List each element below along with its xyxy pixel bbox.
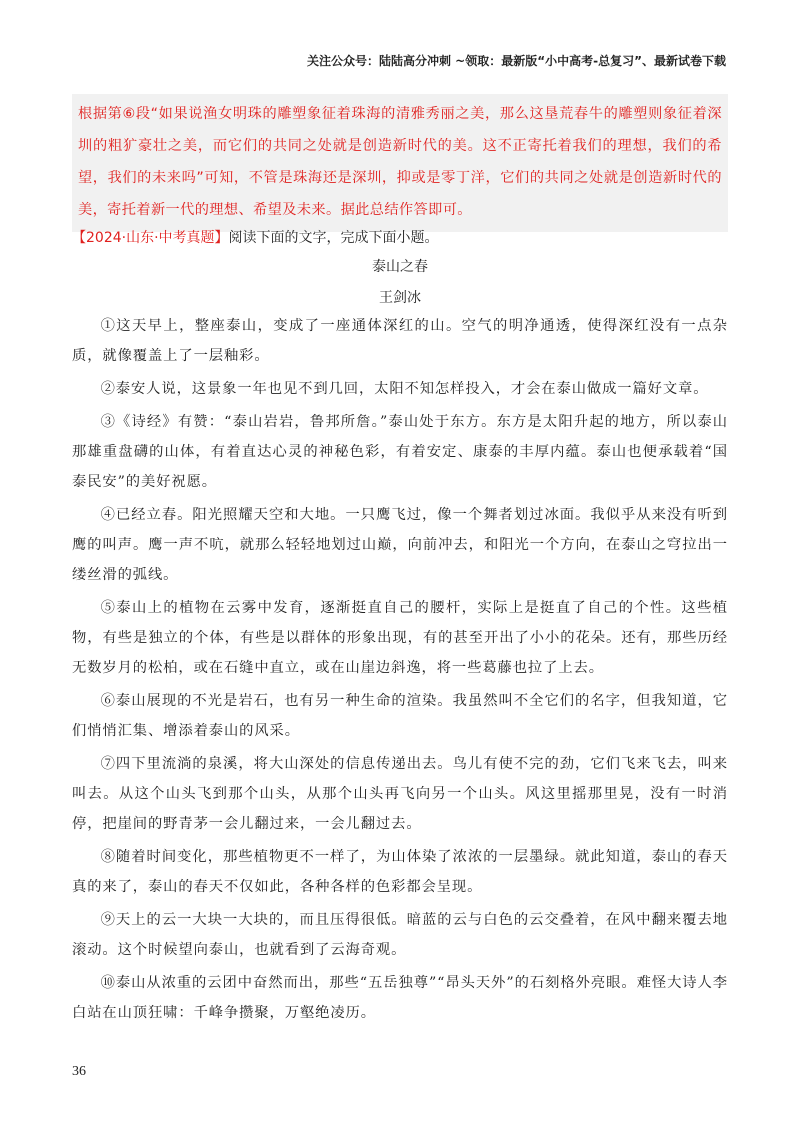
- paragraph-1: ①这天早上，整座泰山，变成了一座通体深红的山。空气的明净通透，使得深红没有一点杂质，就像覆盖上了一层釉彩。: [72, 318, 728, 364]
- article-title: 泰山之春: [372, 259, 428, 275]
- question-intro: [72, 227, 728, 247]
- paragraph-8: ⑧随着时间变化，那些植物更不一样了，为山体染了浓浓的一层墨绿。就此知道，泰山的春天真的来了，泰山的春天不仅如此，各种各样的色彩都会呈现。: [72, 849, 728, 895]
- article-author: 王剑冰: [379, 290, 421, 306]
- paragraph-3: ③《诗经》有赞：“泰山岩岩，鲁邦所詹。”泰山处于东方。东方是太阳升起的地方，所以泰山那雄重盘礴的山体，有着直达心灵的神秘色彩，有着安定、康泰的丰厚内蕴。泰山也便承载着“国泰民安”的美好祝愿。: [72, 414, 728, 490]
- paragraph-10: ⑩泰山从浓重的云团中奋然而出，那些“五岳独尊”“昂头天外”的石刻格外亮眼。难怪大诗人李白站在山顶狂啸：千峰争攒聚，万壑绝凌历。: [72, 975, 728, 1021]
- paragraph-6: ⑥泰山展现的不光是岩石，也有另一种生命的渲染。我虽然叫不全它们的名字，但我知道，它们悄悄汇集、增添着泰山的风采。: [72, 693, 728, 739]
- question-instruction: 阅读下面的文字，完成下面小题。: [228, 230, 439, 246]
- source-tag: 【2024·山东·中考真题】: [72, 230, 229, 246]
- header-note: 关注公众号：陆陆高分冲刺 ~领取：最新版“小中高考-总复习”、最新试卷下载: [307, 54, 726, 68]
- page-number: 36: [72, 1064, 86, 1079]
- paragraph-4: ④已经立春。阳光照耀天空和大地。一只鹰飞过，像一个舞者划过冰面。我似乎从来没有听到鹰的叫声。鹰一声不吭，就那么轻轻地划过山巅，向前冲去，和阳光一个方向，在泰山之穹拉出一缕丝滑的弧线。: [72, 507, 728, 583]
- paragraph-9: ⑨天上的云一大块一大块的，而且压得很低。暗蓝的云与白色的云交叠着，在风中翻来覆去地滚动。这个时候望向泰山，也就看到了云海奇观。: [72, 912, 728, 958]
- paragraph-5: ⑤泰山上的植物在云雾中发育，逐渐挺直自己的腰杆，实际上是挺直了自己的个性。这些植物，有些是独立的个体，有些是以群体的形象出现，有的甚至开出了小小的花朵。还有，那些历经无数岁月的松柏，或在石缝中直立，或在山崖边斜逸，将一些葛藤也拉了上去。: [72, 600, 728, 676]
- article-body: [72, 311, 728, 1031]
- answer-analysis: 根据第⑥段“如果说渔女明珠的雕塑象征着珠海的清雅秀丽之美，那么这垦荒春牛的雕塑则象征着深圳的粗犷豪壮之美，而它们的共同之处就是创造新时代的美。这不正寄托着我们的理想，我们的希望，我们的未来吗”可知，不管是珠海还是深圳，抑或是零丁洋，它们的共同之处就是创造新时代的美，寄托着新一代的理想、希望及未来。据此总结作答即可。: [72, 94, 728, 232]
- paragraph-7: ⑦四下里流淌的泉溪，将大山深处的信息传递出去。鸟儿有使不完的劲，它们飞来飞去，叫来叫去。从这个山头飞到那个山头，从那个山头再飞向另一个山头。风这里摇那里晃，没有一时消停，把崖间的野青茅一会儿翻过来，一会儿翻过去。: [72, 756, 728, 832]
- paragraph-2: ②泰安人说，这景象一年也见不到几回，太阳不知怎样投入，才会在泰山做成一篇好文章。: [100, 381, 709, 397]
